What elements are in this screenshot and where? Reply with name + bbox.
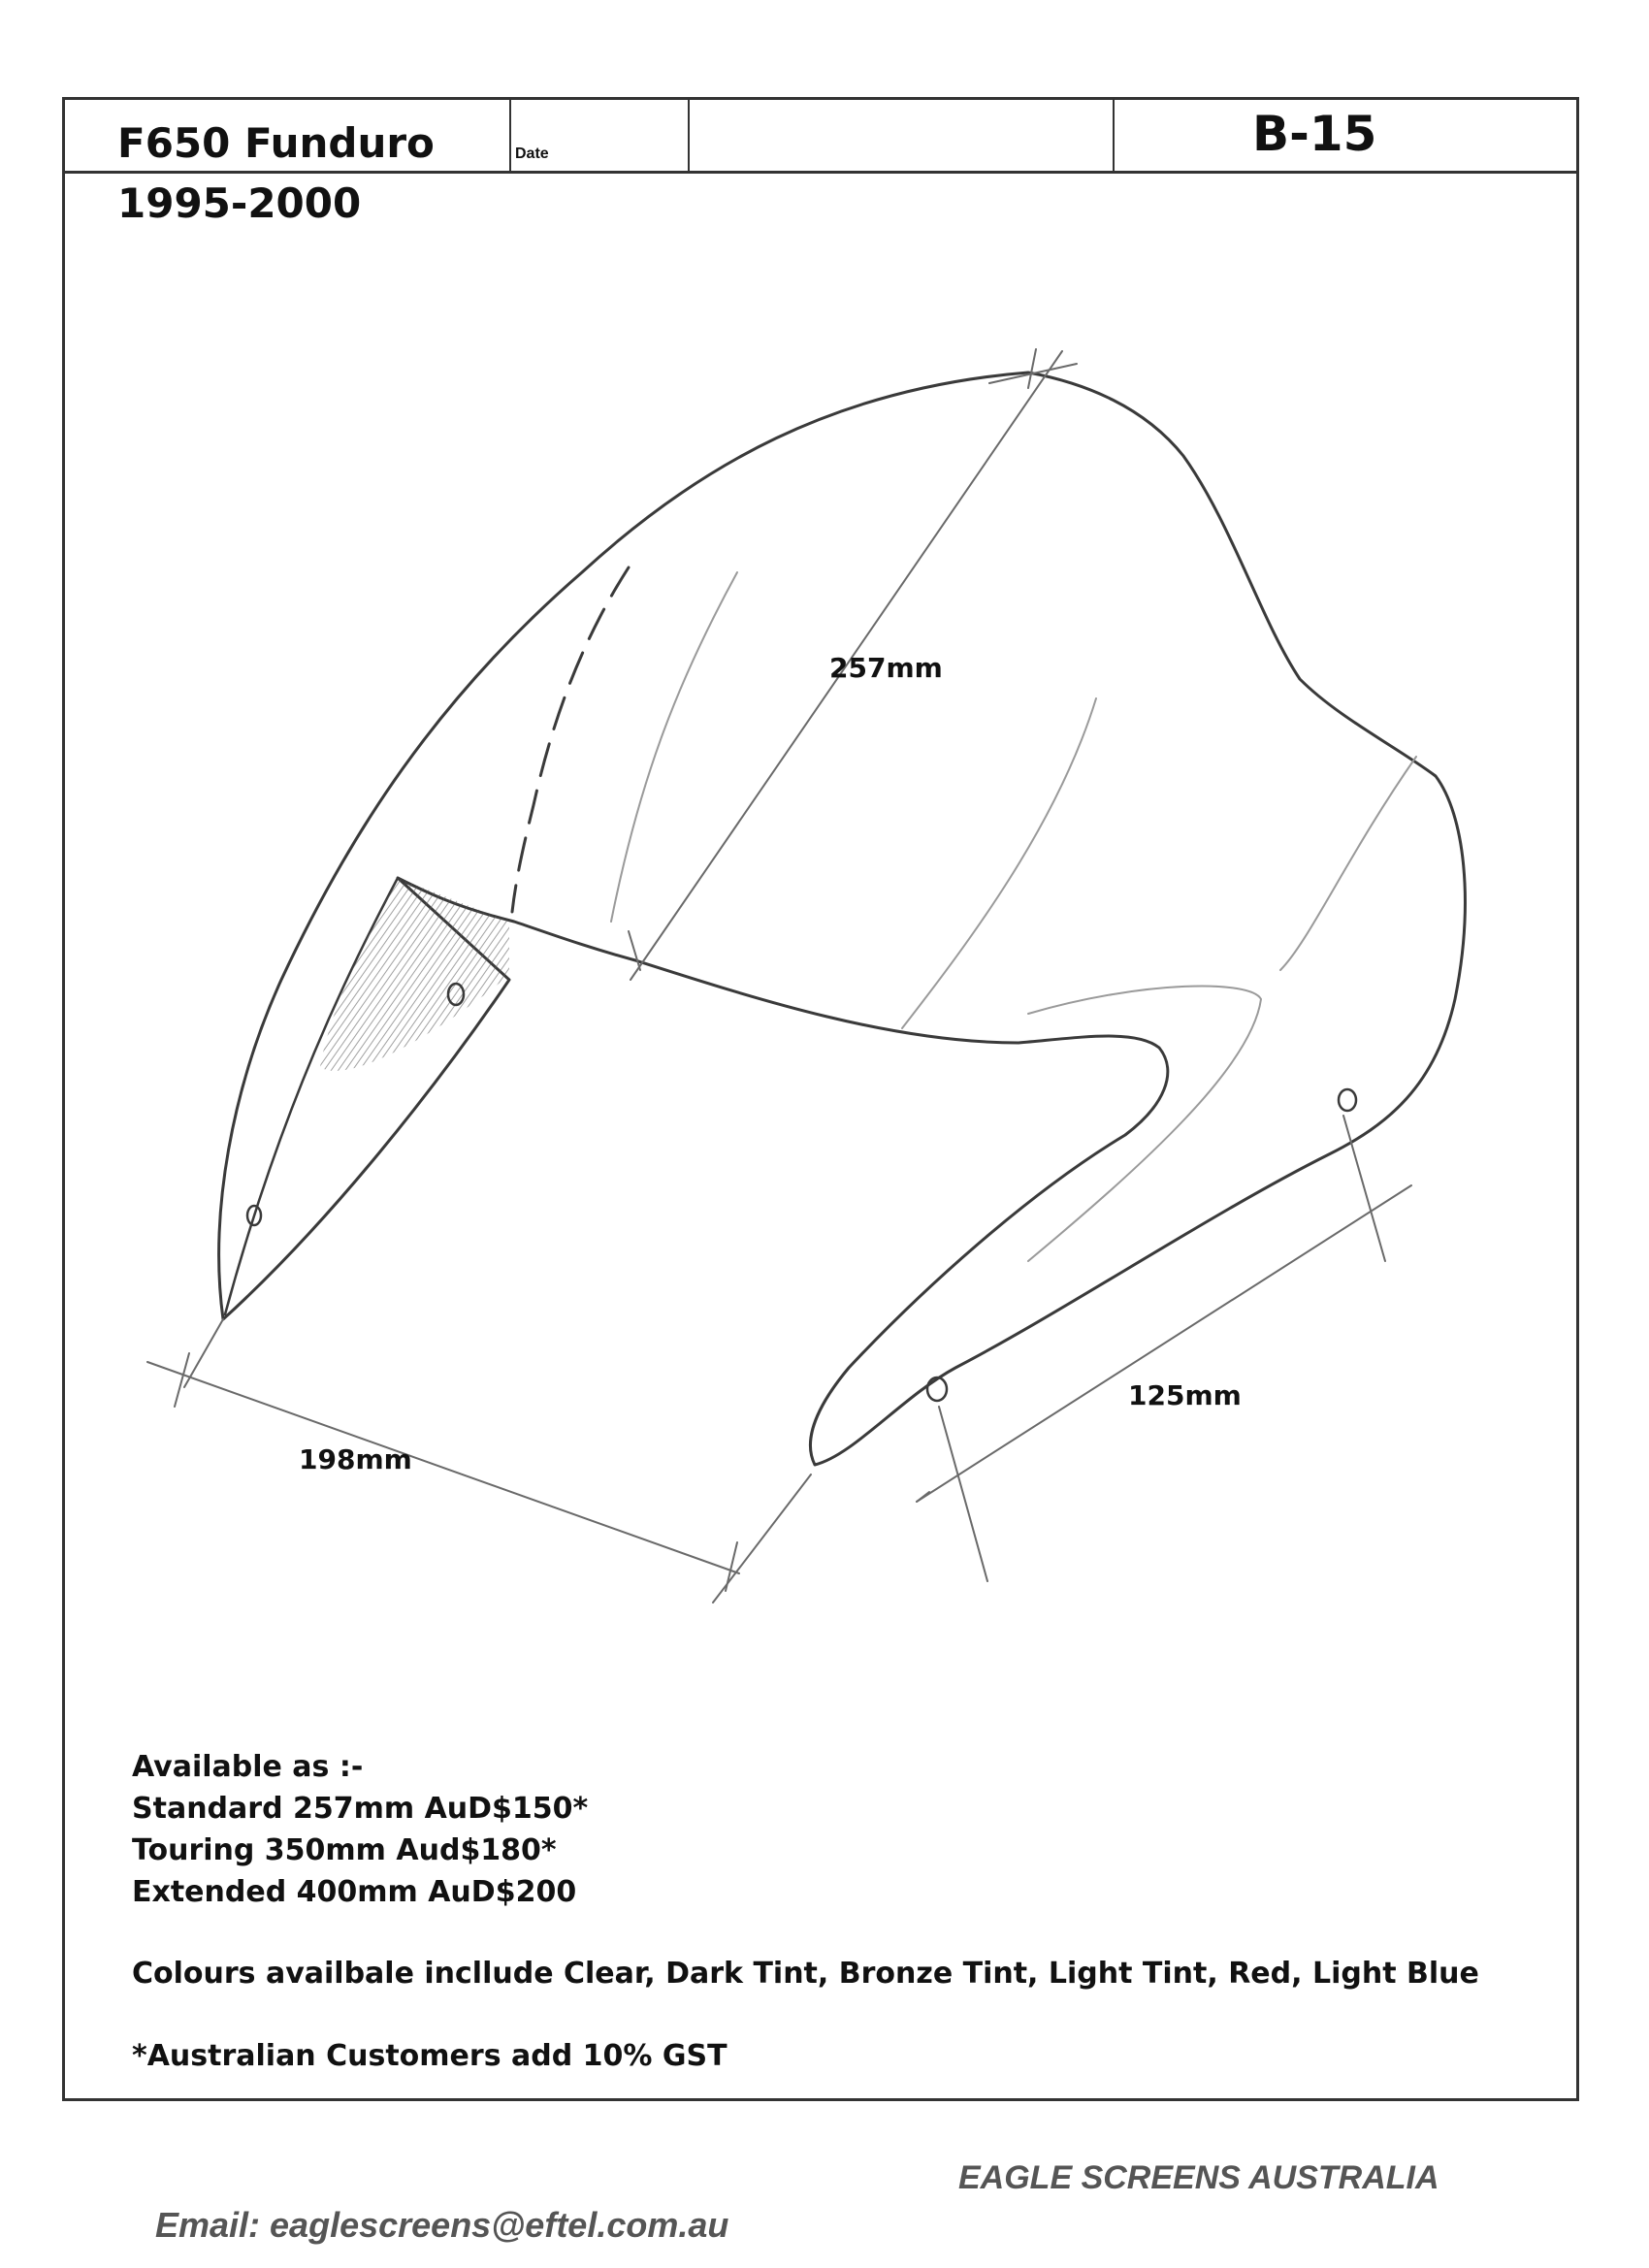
model-years: 1995-2000: [117, 179, 362, 227]
option-extended: Extended 400mm AuD$200: [132, 1875, 577, 1909]
contact-email: Email: eaglescreens@eftel.com.au: [155, 2205, 729, 2245]
dimension-side-label: 125mm: [1128, 1379, 1242, 1411]
dimension-base-label: 198mm: [299, 1443, 412, 1475]
date-cell: [509, 100, 688, 171]
part-code: B-15: [1252, 106, 1377, 162]
gst-note: *Australian Customers add 10% GST: [132, 2039, 728, 2073]
availability-heading: Available as :-: [132, 1750, 364, 1784]
date-label: Date: [515, 146, 549, 162]
dimension-height-label: 257mm: [829, 652, 943, 684]
colours-note: Colours availbale incllude Clear, Dark Tint, Bronze Tint, Light Tint, Red, Light Blue: [132, 1957, 1479, 1991]
option-touring: Touring 350mm Aud$180*: [132, 1833, 557, 1867]
company-name: EAGLE SCREENS AUSTRALIA: [958, 2159, 1439, 2196]
part-code-cell: [1113, 100, 1579, 171]
availability-list: [132, 1746, 588, 1913]
option-standard: Standard 257mm AuD$150*: [132, 1792, 589, 1826]
blank-cell: [688, 100, 1113, 171]
model-name: F650 Funduro: [117, 119, 435, 167]
